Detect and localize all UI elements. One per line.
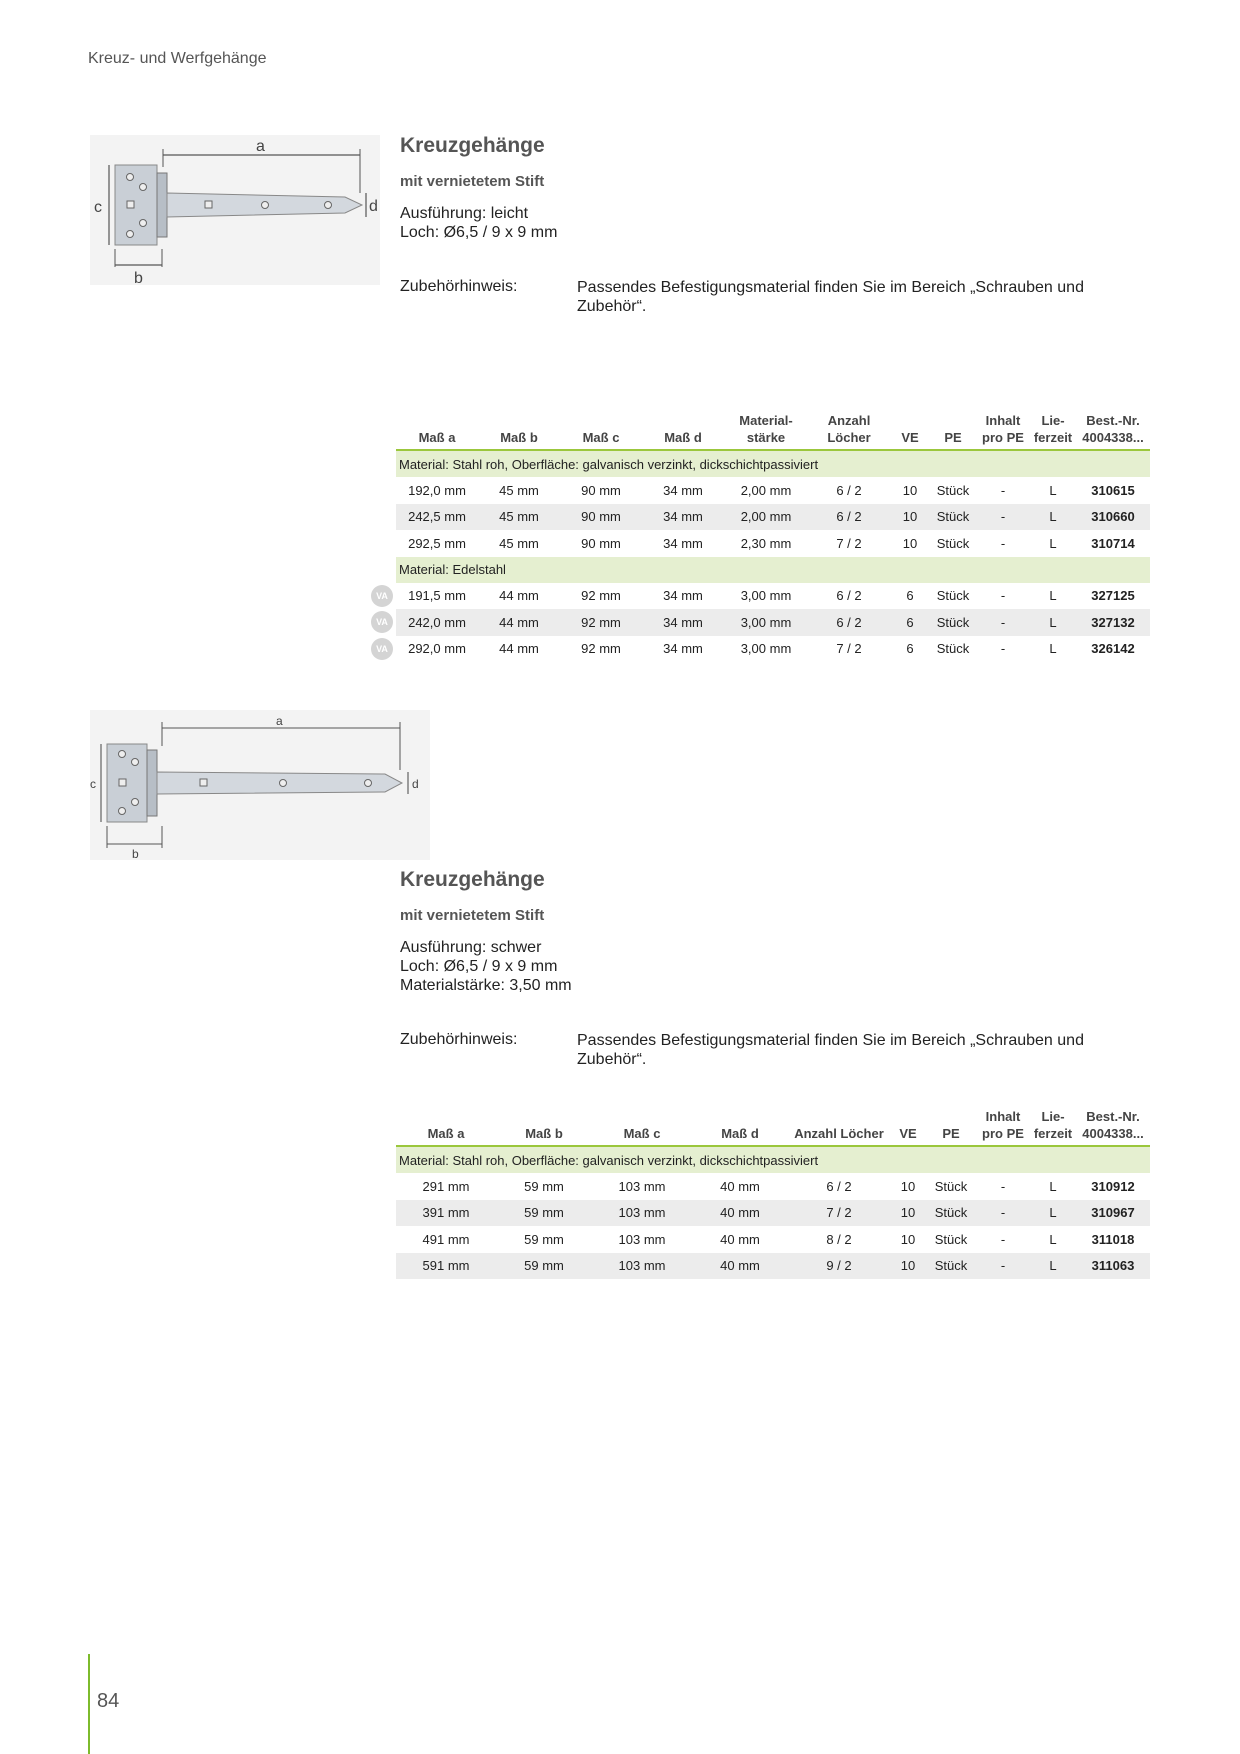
table-cell: 6 / 2 [836,482,862,498]
table-cell: - [976,1200,1030,1227]
col-header: Maß b [500,430,538,445]
table-cell: 6 [890,609,930,636]
table-cell: 45 mm [478,504,560,531]
order-number: 327132 [1076,609,1150,636]
hinge-diagram [90,135,380,285]
col-header: Maß d [721,1126,759,1141]
table-cell: 34 mm [663,535,703,551]
page-marker-bar [88,1654,90,1754]
order-number: 310615 [1091,482,1135,498]
table-cell: Stück [934,1178,968,1194]
breadcrumb: Kreuz- und Werfgehänge [88,50,267,67]
col-header: PE [942,1126,960,1141]
dim-label-d: d [412,777,419,791]
dim-label-b: b [132,847,139,860]
table-cell: L [1049,535,1057,551]
product-diagram-heavy [90,710,430,860]
table-cell: - [1000,588,1006,604]
order-number: 310967 [1076,1200,1150,1227]
col-header: Inhalt pro PE [982,1109,1024,1141]
table-cell: 34 mm [642,504,724,531]
table-cell: 6 [906,641,914,657]
table-cell: 103 mm [592,1253,692,1280]
table-cell: Stück [936,482,970,498]
table-cell: L [1049,588,1057,604]
material-group-label: Material: Stahl roh, Oberfläche: galvanisch verzinkt, dickschichtpassiviert [396,1146,1150,1173]
table-cell: 59 mm [496,1253,592,1280]
table-row [396,636,1150,663]
col-header: PE [944,430,962,445]
table-cell: Stück [934,1231,968,1247]
col-header: Anzahl Löcher [794,1126,884,1141]
table-cell: 3,00 mm [724,609,808,636]
product-spec [400,204,557,242]
table-cell: L [1049,1178,1057,1194]
table-cell: - [1000,1231,1006,1247]
order-number: 327125 [1091,588,1135,604]
table-cell: 40 mm [692,1253,788,1280]
table-cell: 7 / 2 [836,641,862,657]
table-cell: 40 mm [692,1200,788,1227]
spec-line: Ausführung: leicht [400,205,529,222]
material-group-label: Material: Edelstahl [396,557,1150,583]
col-header: Anzahl Löcher [827,413,871,445]
col-header: Lie- ferzeit [1033,1109,1073,1141]
table-cell: 92 mm [581,588,621,604]
dim-label-c: c [90,777,96,791]
table-cell: - [976,609,1030,636]
table-cell: Stück [936,535,970,551]
table-cell: 7 / 2 [788,1200,890,1227]
table-row [396,504,1150,531]
table-cell: 3,00 mm [740,641,792,657]
table-cell: 192,0 mm [408,482,466,498]
col-header: Maß c [582,430,620,445]
table-cell: 45 mm [499,535,539,551]
table-cell: L [1030,1200,1076,1227]
table-cell: L [1030,504,1076,531]
order-number: 326142 [1091,641,1135,657]
table-cell: L [1049,482,1057,498]
table-row [396,477,1150,504]
table-cell: L [1030,609,1076,636]
table-cell: 391 mm [396,1200,496,1227]
product-table-light [396,408,1150,662]
table-cell: 34 mm [642,609,724,636]
product-diagram-light [90,135,380,285]
table-cell: 292,5 mm [408,535,466,551]
table-cell: 491 mm [422,1231,470,1247]
table-cell: L [1049,641,1057,657]
spec-line: Loch: Ø6,5 / 9 x 9 mm [400,958,558,975]
table-cell: 6 / 2 [836,588,862,604]
table-cell: 10 [902,535,918,551]
table-cell: 10 [900,1231,916,1247]
dim-label-c: c [94,199,102,216]
table-cell: 40 mm [720,1178,760,1194]
product-title: Kreuzgehänge [400,134,545,157]
spec-line: Loch: Ø6,5 / 9 x 9 mm [400,224,558,241]
table-cell: 9 / 2 [788,1253,890,1280]
spec-line: Ausführung: schwer [400,939,542,956]
col-header: Lie- ferzeit [1033,413,1073,445]
col-header: Best.-Nr. 4004338... [1082,1109,1144,1141]
accessory-note-text: Passendes Befestigungsmaterial finden Sie im Bereich „Schrauben und Zubehör“. [577,1032,1084,1068]
product-title: Kreuzgehänge [400,868,545,891]
table-cell: 7 / 2 [836,535,862,551]
accessory-note-text: Passendes Befestigungsmaterial finden Sie im Bereich „Schrauben und Zubehör“. [577,279,1084,315]
table-cell: 59 mm [524,1231,564,1247]
stainless-va-badge: VA [371,611,393,633]
table-cell: 40 mm [720,1231,760,1247]
table-cell: 8 / 2 [826,1231,852,1247]
table-cell: L [1030,1253,1076,1280]
table-cell: 103 mm [618,1231,666,1247]
table-cell: 90 mm [581,535,621,551]
table-cell: 242,0 mm [396,609,478,636]
order-number: 310714 [1091,535,1135,551]
table-row [396,1253,1150,1280]
table-cell: 92 mm [581,641,621,657]
table-cell: 10 [902,482,918,498]
table-cell: 10 [890,504,930,531]
table-cell: 291 mm [422,1178,470,1194]
table-cell: 90 mm [581,482,621,498]
page-number: 84 [97,1690,120,1712]
col-header: Maß c [623,1126,661,1141]
accessory-note-label: Zubehörhinweis: [400,278,518,295]
table-cell: 10 [890,1200,926,1227]
dim-label-a: a [276,714,283,728]
accessory-note-label: Zubehörhinweis: [400,1031,518,1048]
table-cell: 44 mm [499,641,539,657]
stainless-va-badge: VA [371,585,393,607]
table-cell: 92 mm [560,609,642,636]
table-row [396,1226,1150,1253]
table-cell: - [1000,641,1006,657]
material-group-label: Material: Stahl roh, Oberfläche: galvanisch verzinkt, dickschichtpassiviert [396,450,1150,477]
dim-label-a: a [256,138,265,155]
col-header: Material- stärke [739,413,793,445]
table-cell: Stück [930,609,976,636]
table-cell: 34 mm [663,482,703,498]
col-header: VE [901,430,919,445]
table-cell: - [1000,535,1006,551]
col-header: Best.-Nr. 4004338... [1082,413,1144,445]
table-row [396,609,1150,636]
table-cell: Stück [926,1253,976,1280]
table-cell: 103 mm [618,1178,666,1194]
table-cell: 191,5 mm [408,588,466,604]
table-cell: 103 mm [592,1200,692,1227]
table-cell: 6 / 2 [826,1178,852,1194]
col-header: Maß a [418,430,456,445]
table-cell: 90 mm [560,504,642,531]
spec-line: Materialstärke: 3,50 mm [400,977,572,994]
table-cell: - [976,504,1030,531]
table-cell: Stück [936,641,970,657]
table-cell: 6 / 2 [808,504,890,531]
order-number: 311063 [1076,1253,1150,1280]
table-cell: 59 mm [496,1200,592,1227]
stainless-va-badge: VA [371,638,393,660]
order-number: 311018 [1091,1231,1135,1247]
table-cell: 44 mm [478,609,560,636]
product-subtitle: mit vernietetem Stift [400,907,545,924]
table-row [396,583,1150,610]
table-cell: 6 / 2 [808,609,890,636]
table-cell: Stück [930,504,976,531]
table-cell: Stück [926,1200,976,1227]
table-cell: Stück [936,588,970,604]
table-cell: - [1000,482,1006,498]
table-cell: 34 mm [663,588,703,604]
hinge-diagram [90,710,430,860]
dim-label-b: b [134,270,143,285]
product-spec [400,938,572,995]
table-cell: 2,00 mm [740,482,792,498]
col-header: Maß d [664,430,702,445]
table-cell: L [1049,1231,1057,1247]
col-header: Maß a [427,1126,465,1141]
table-cell: 2,00 mm [724,504,808,531]
table-cell: 45 mm [499,482,539,498]
table-row [396,530,1150,557]
table-cell: - [976,1253,1030,1280]
table-cell: - [1000,1178,1006,1194]
col-header: Maß b [525,1126,563,1141]
dim-label-d: d [369,198,378,215]
table-cell: 591 mm [396,1253,496,1280]
order-number: 310912 [1091,1178,1135,1194]
col-header: Inhalt pro PE [982,413,1024,445]
table-cell: 242,5 mm [396,504,478,531]
product-table-heavy [396,1104,1150,1279]
table-cell: 10 [890,1253,926,1280]
table-cell: 34 mm [663,641,703,657]
table-cell: 10 [900,1178,916,1194]
table-cell: 59 mm [524,1178,564,1194]
table-row [396,1173,1150,1200]
table-cell: 292,0 mm [408,641,466,657]
table-cell: 44 mm [499,588,539,604]
order-number: 310660 [1076,504,1150,531]
table-row [396,1200,1150,1227]
product-subtitle: mit vernietetem Stift [400,173,545,190]
table-cell: 2,30 mm [740,535,792,551]
table-cell: 3,00 mm [740,588,792,604]
col-header: VE [899,1126,917,1141]
table-cell: 6 [906,588,914,604]
